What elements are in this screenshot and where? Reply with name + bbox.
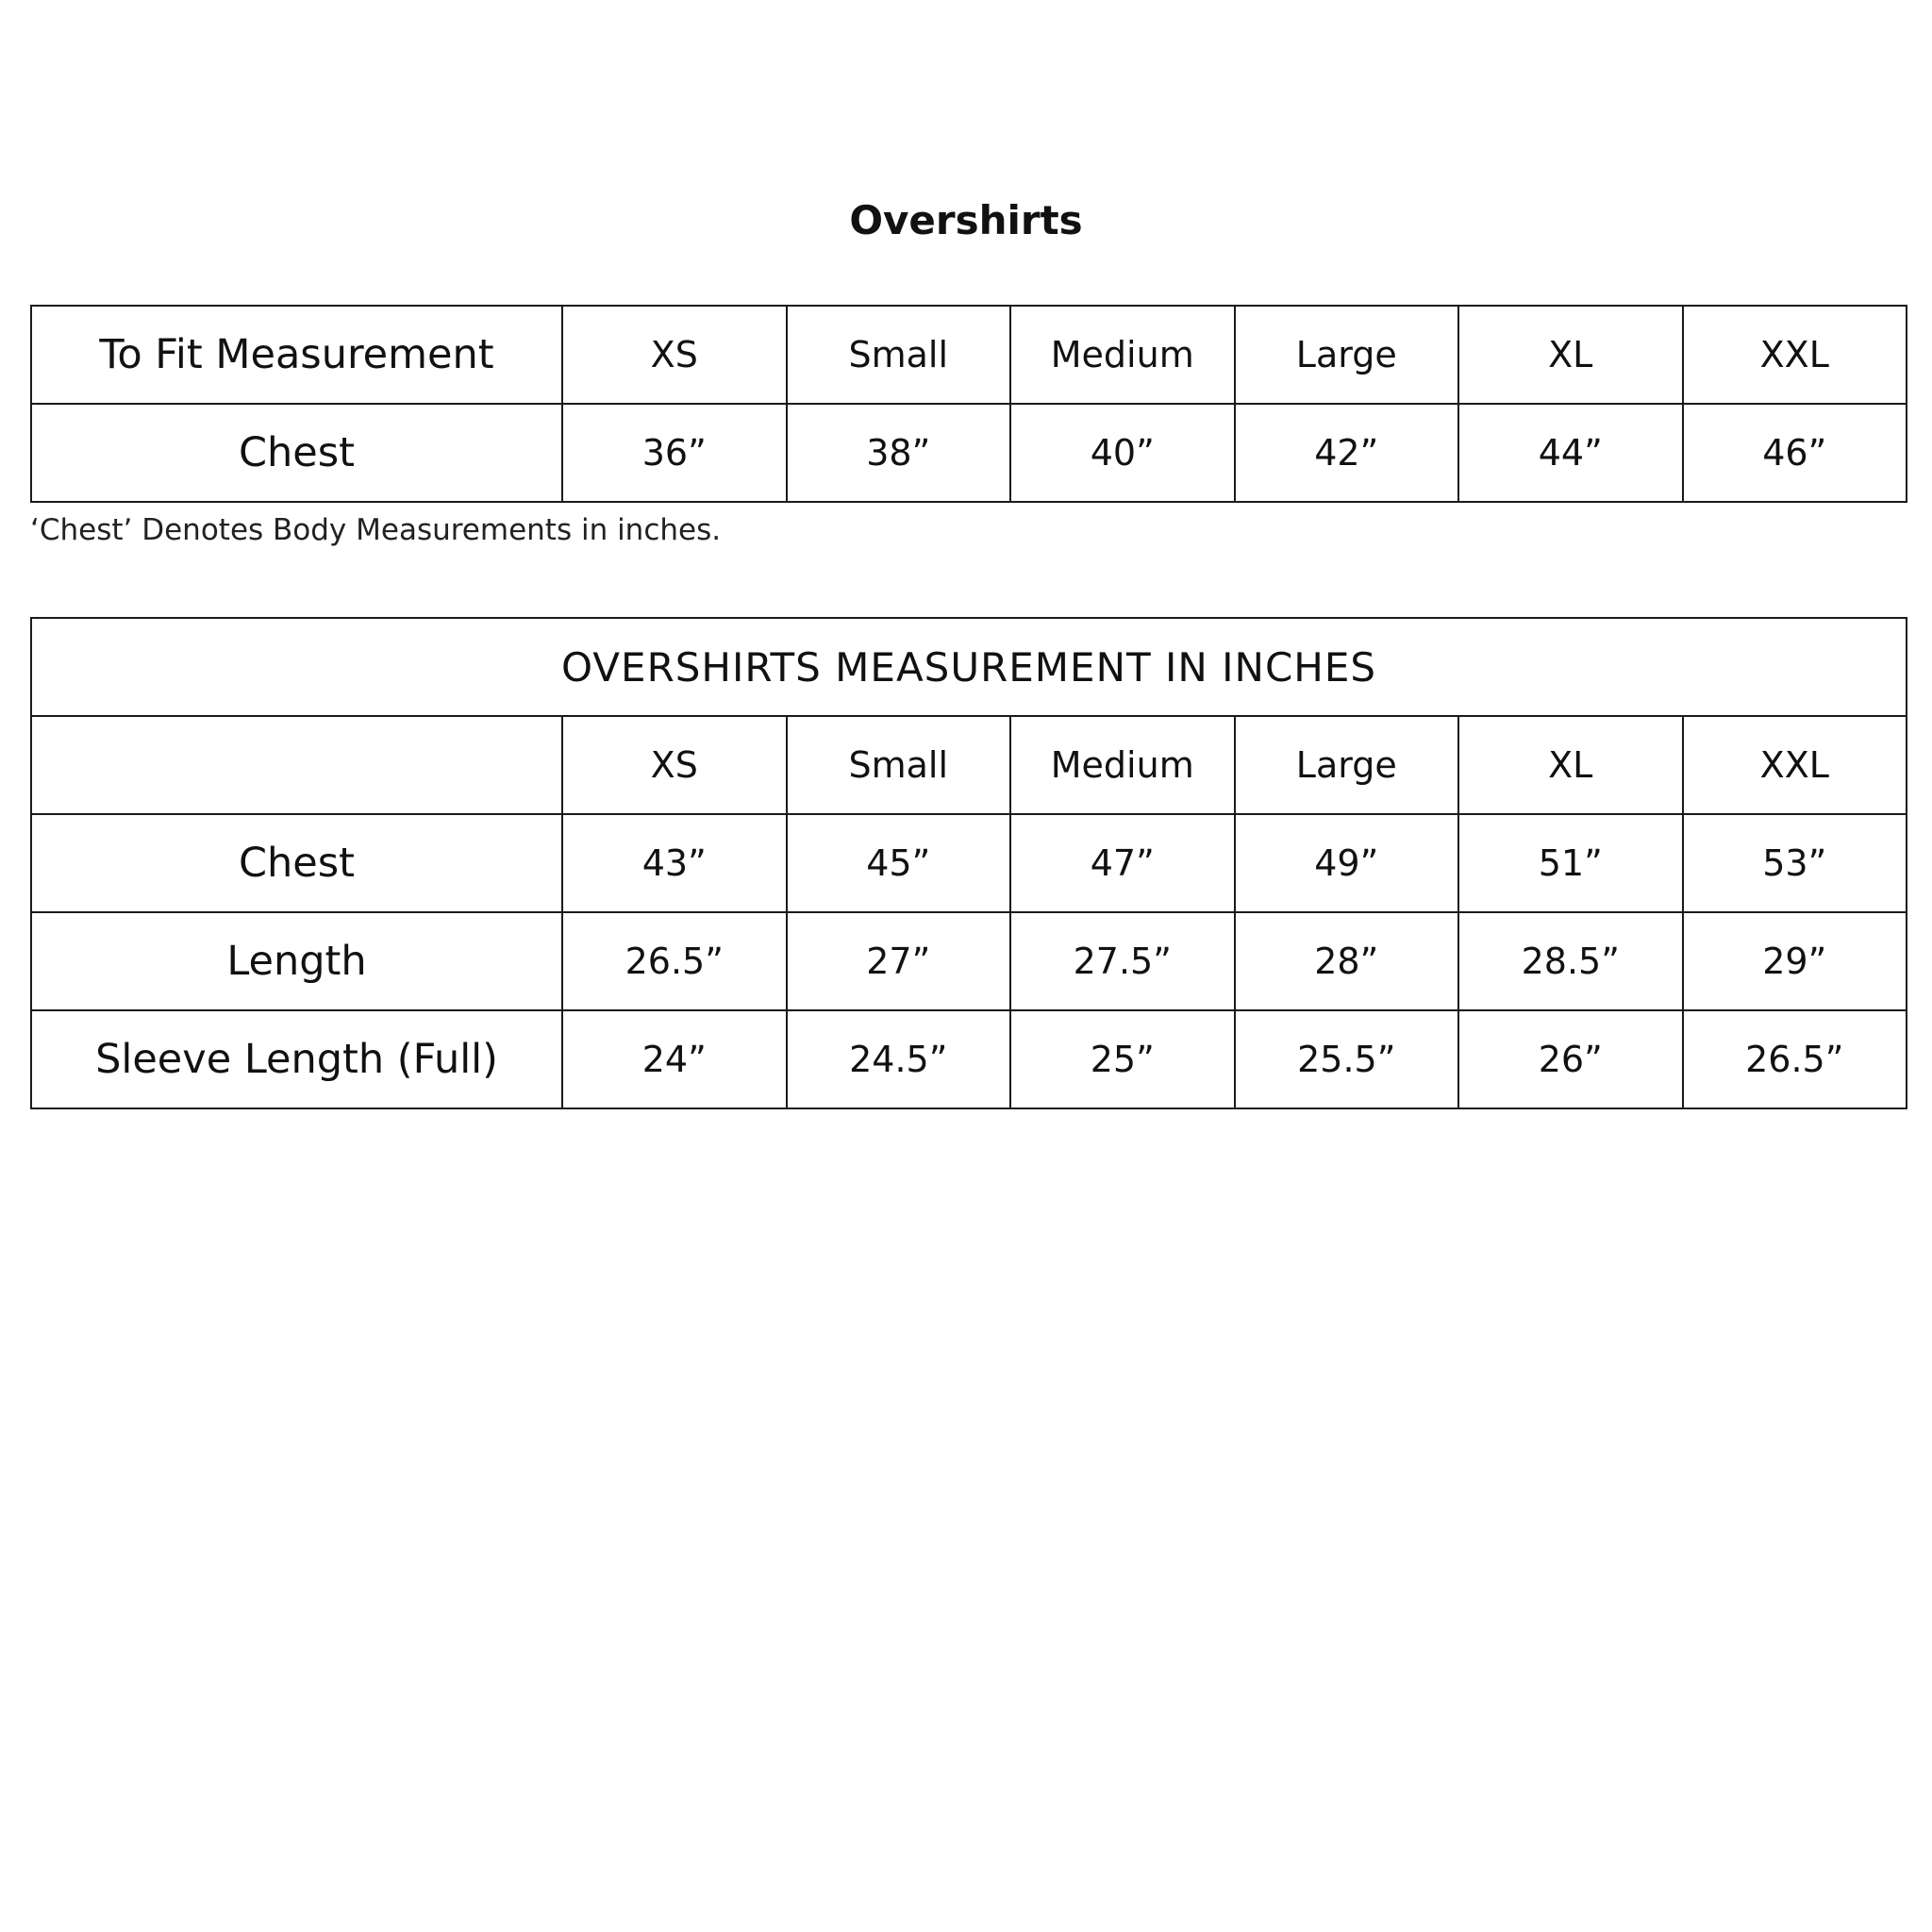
- table-cell: 27”: [787, 912, 1011, 1010]
- table-cell: 29”: [1683, 912, 1907, 1010]
- header-cell: XXL: [1683, 716, 1907, 814]
- header-cell: Medium: [1010, 306, 1235, 404]
- header-cell: XL: [1458, 716, 1683, 814]
- table-cell: 28.5”: [1458, 912, 1683, 1010]
- table-row: [31, 912, 1907, 1010]
- measurement-note: ‘Chest’ Denotes Body Measurements in inches.: [30, 513, 722, 547]
- header-cell: [31, 716, 562, 814]
- row-label: Chest: [31, 814, 562, 912]
- garment-measurement-table: [30, 617, 1907, 1109]
- table-cell: 42”: [1235, 404, 1459, 502]
- table-banner: OVERSHIRTS MEASUREMENT IN INCHES: [31, 618, 1907, 716]
- header-cell: Small: [787, 716, 1011, 814]
- header-cell: XXL: [1683, 306, 1907, 404]
- table-cell: 43”: [562, 814, 787, 912]
- table-cell: 40”: [1010, 404, 1235, 502]
- header-cell: Small: [787, 306, 1011, 404]
- table-cell: 25”: [1010, 1010, 1235, 1108]
- table-cell: 44”: [1458, 404, 1683, 502]
- fit-size-table: [30, 305, 1907, 503]
- row-label: Chest: [31, 404, 562, 502]
- table-cell: 26.5”: [1683, 1010, 1907, 1108]
- table-cell: 45”: [787, 814, 1011, 912]
- table-row: [31, 814, 1907, 912]
- table-cell: 36”: [562, 404, 787, 502]
- table-cell: 49”: [1235, 814, 1459, 912]
- table-header-row: [31, 716, 1907, 814]
- header-cell: To Fit Measurement: [31, 306, 562, 404]
- table-cell: 38”: [787, 404, 1011, 502]
- table-cell: 46”: [1683, 404, 1907, 502]
- header-cell: XS: [562, 306, 787, 404]
- table-cell: 26”: [1458, 1010, 1683, 1108]
- page-title: Overshirts: [849, 197, 1083, 243]
- table-cell: 47”: [1010, 814, 1235, 912]
- header-cell: XL: [1458, 306, 1683, 404]
- table-cell: 25.5”: [1235, 1010, 1459, 1108]
- table-header-row: [31, 306, 1907, 404]
- table-cell: 51”: [1458, 814, 1683, 912]
- header-cell: Large: [1235, 716, 1459, 814]
- row-label: Sleeve Length (Full): [31, 1010, 562, 1108]
- table-row: [31, 404, 1907, 502]
- row-label: Length: [31, 912, 562, 1010]
- table-cell: 53”: [1683, 814, 1907, 912]
- table-cell: 24”: [562, 1010, 787, 1108]
- table-cell: 28”: [1235, 912, 1459, 1010]
- table-cell: 26.5”: [562, 912, 787, 1010]
- header-cell: Large: [1235, 306, 1459, 404]
- table-cell: 24.5”: [787, 1010, 1011, 1108]
- header-cell: XS: [562, 716, 787, 814]
- table-row: [31, 1010, 1907, 1108]
- table-banner-row: [31, 618, 1907, 716]
- header-cell: Medium: [1010, 716, 1235, 814]
- table-cell: 27.5”: [1010, 912, 1235, 1010]
